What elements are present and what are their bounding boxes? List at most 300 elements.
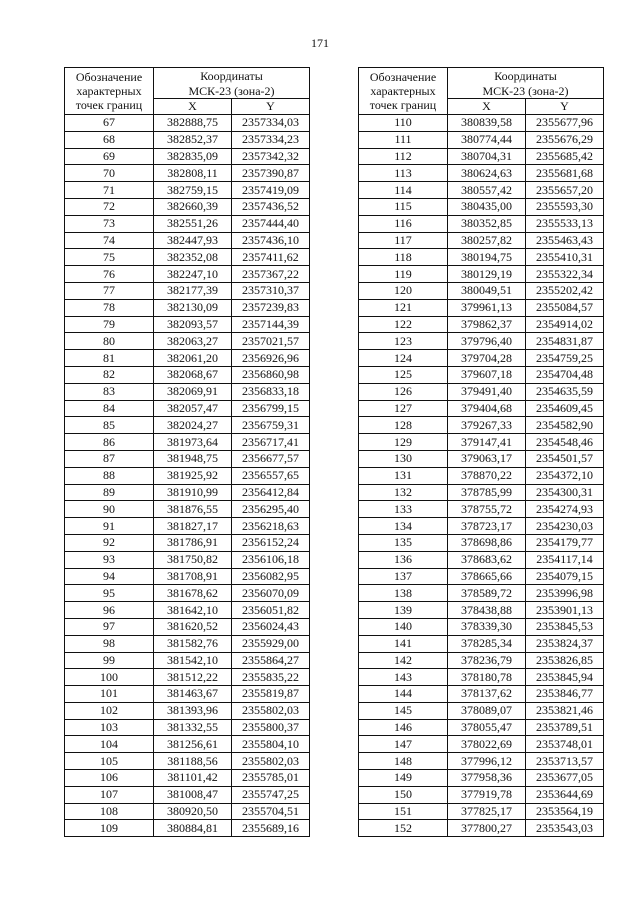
x-coordinate-cell: 381620,52 — [154, 618, 232, 635]
y-coordinate-cell: 2354179,77 — [526, 534, 604, 551]
x-coordinate-cell: 380839,58 — [448, 115, 526, 132]
table-row — [359, 333, 604, 350]
point-number-cell: 103 — [65, 719, 154, 736]
x-coordinate-cell: 381642,10 — [154, 602, 232, 619]
point-number-cell: 138 — [359, 585, 448, 602]
table-row — [65, 400, 310, 417]
point-number-cell: 107 — [65, 786, 154, 803]
y-coordinate-cell: 2356759,31 — [232, 417, 310, 434]
table-row — [359, 484, 604, 501]
point-number-cell: 119 — [359, 266, 448, 283]
point-number-cell: 87 — [65, 450, 154, 467]
point-number-cell: 72 — [65, 198, 154, 215]
x-coordinate-cell: 378755,72 — [448, 501, 526, 518]
header-x: X — [154, 99, 232, 115]
point-number-cell: 105 — [65, 753, 154, 770]
y-coordinate-cell: 2357411,62 — [232, 249, 310, 266]
point-number-cell: 141 — [359, 635, 448, 652]
page-number: 171 — [311, 36, 329, 50]
x-coordinate-cell: 381101,42 — [154, 770, 232, 787]
point-number-cell: 126 — [359, 383, 448, 400]
point-number-cell: 144 — [359, 686, 448, 703]
x-coordinate-cell: 379862,37 — [448, 316, 526, 333]
point-number-cell: 143 — [359, 669, 448, 686]
table-row — [359, 602, 604, 619]
table-row — [359, 450, 604, 467]
table-row — [65, 753, 310, 770]
point-number-cell: 86 — [65, 434, 154, 451]
y-coordinate-cell: 2356106,18 — [232, 551, 310, 568]
table-row — [359, 635, 604, 652]
x-coordinate-cell: 379404,68 — [448, 400, 526, 417]
y-coordinate-cell: 2354759,25 — [526, 350, 604, 367]
point-number-cell: 82 — [65, 366, 154, 383]
table-row — [359, 131, 604, 148]
header-coordinates — [154, 68, 310, 84]
y-coordinate-cell: 2354274,93 — [526, 501, 604, 518]
x-coordinate-cell: 378236,79 — [448, 652, 526, 669]
table-row — [359, 585, 604, 602]
x-coordinate-cell: 380194,75 — [448, 249, 526, 266]
point-number-cell: 139 — [359, 602, 448, 619]
x-coordinate-cell: 382093,57 — [154, 316, 232, 333]
point-number-cell: 70 — [65, 165, 154, 182]
x-coordinate-cell: 378870,22 — [448, 467, 526, 484]
table-row — [65, 115, 310, 132]
point-number-cell: 88 — [65, 467, 154, 484]
y-coordinate-cell: 2356152,24 — [232, 534, 310, 551]
y-coordinate-cell: 2356799,15 — [232, 400, 310, 417]
table-row — [359, 702, 604, 719]
y-coordinate-cell: 2353789,51 — [526, 719, 604, 736]
x-coordinate-cell: 381973,64 — [154, 434, 232, 451]
table-row — [359, 686, 604, 703]
x-coordinate-cell: 377996,12 — [448, 753, 526, 770]
x-coordinate-cell: 382069,91 — [154, 383, 232, 400]
point-number-cell: 135 — [359, 534, 448, 551]
y-coordinate-cell: 2357436,52 — [232, 198, 310, 215]
y-coordinate-cell: 2353564,19 — [526, 803, 604, 820]
point-number-cell: 67 — [65, 115, 154, 132]
x-coordinate-cell: 380435,00 — [448, 198, 526, 215]
x-coordinate-cell: 378438,88 — [448, 602, 526, 619]
x-coordinate-cell: 381827,17 — [154, 518, 232, 535]
y-coordinate-cell: 2355533,13 — [526, 215, 604, 232]
table-row — [65, 131, 310, 148]
point-number-cell: 84 — [65, 400, 154, 417]
point-number-cell: 145 — [359, 702, 448, 719]
point-number-cell: 114 — [359, 182, 448, 199]
table-row — [359, 249, 604, 266]
header-coordinate-system: МСК-23 (зона-2) — [154, 83, 310, 99]
table-row — [359, 568, 604, 585]
x-coordinate-cell: 378285,34 — [448, 635, 526, 652]
y-coordinate-cell: 2355747,25 — [232, 786, 310, 803]
table-row — [359, 770, 604, 787]
x-coordinate-cell: 377800,27 — [448, 820, 526, 837]
point-number-cell: 118 — [359, 249, 448, 266]
x-coordinate-cell: 381542,10 — [154, 652, 232, 669]
point-number-cell: 115 — [359, 198, 448, 215]
x-coordinate-cell: 382852,37 — [154, 131, 232, 148]
y-coordinate-cell: 2357436,10 — [232, 232, 310, 249]
point-number-cell: 94 — [65, 568, 154, 585]
point-number-cell: 92 — [65, 534, 154, 551]
y-coordinate-cell: 2356082,95 — [232, 568, 310, 585]
table-row — [359, 820, 604, 837]
x-coordinate-cell: 382177,39 — [154, 282, 232, 299]
table-row — [65, 585, 310, 602]
table-row — [359, 534, 604, 551]
point-number-cell: 109 — [65, 820, 154, 837]
table-row — [65, 350, 310, 367]
x-coordinate-cell: 380129,19 — [448, 266, 526, 283]
y-coordinate-cell: 2354704,48 — [526, 366, 604, 383]
x-coordinate-cell: 378683,62 — [448, 551, 526, 568]
y-coordinate-cell: 2354372,10 — [526, 467, 604, 484]
x-coordinate-cell: 382068,67 — [154, 366, 232, 383]
table-row — [359, 215, 604, 232]
point-number-cell: 124 — [359, 350, 448, 367]
header-designation — [65, 68, 154, 115]
y-coordinate-cell: 2357239,83 — [232, 299, 310, 316]
point-number-cell: 85 — [65, 417, 154, 434]
x-coordinate-cell: 379607,18 — [448, 366, 526, 383]
x-coordinate-cell: 382057,47 — [154, 400, 232, 417]
table-row — [65, 316, 310, 333]
x-coordinate-cell: 381463,67 — [154, 686, 232, 703]
table-row — [65, 518, 310, 535]
point-number-cell: 101 — [65, 686, 154, 703]
point-number-cell: 131 — [359, 467, 448, 484]
table-row — [65, 736, 310, 753]
y-coordinate-cell: 2355819,87 — [232, 686, 310, 703]
coordinates-table-left — [64, 67, 310, 837]
point-number-cell: 80 — [65, 333, 154, 350]
point-number-cell: 112 — [359, 148, 448, 165]
y-coordinate-cell: 2357334,23 — [232, 131, 310, 148]
y-coordinate-cell: 2354914,02 — [526, 316, 604, 333]
point-number-cell: 111 — [359, 131, 448, 148]
header-coordinates-line: Координаты — [200, 68, 263, 83]
point-number-cell: 78 — [65, 299, 154, 316]
header-coordinates-line: Координаты — [494, 68, 557, 83]
table-row — [65, 484, 310, 501]
header-y: Y — [526, 99, 604, 115]
x-coordinate-cell: 382352,08 — [154, 249, 232, 266]
y-coordinate-cell: 2353713,57 — [526, 753, 604, 770]
table-row — [65, 182, 310, 199]
table-row — [359, 400, 604, 417]
table-row — [359, 366, 604, 383]
y-coordinate-cell: 2354501,57 — [526, 450, 604, 467]
table-row — [359, 618, 604, 635]
x-coordinate-cell: 378137,62 — [448, 686, 526, 703]
table-row — [65, 820, 310, 837]
y-coordinate-cell: 2354831,87 — [526, 333, 604, 350]
point-number-cell: 90 — [65, 501, 154, 518]
y-coordinate-cell: 2356051,82 — [232, 602, 310, 619]
y-coordinate-cell: 2353677,05 — [526, 770, 604, 787]
header-coordinate-system: МСК-23 (зона-2) — [448, 83, 604, 99]
table-row — [359, 182, 604, 199]
x-coordinate-cell: 380884,81 — [154, 820, 232, 837]
table-row — [65, 551, 310, 568]
y-coordinate-cell: 2354582,90 — [526, 417, 604, 434]
y-coordinate-cell: 2355929,00 — [232, 635, 310, 652]
x-coordinate-cell: 378339,30 — [448, 618, 526, 635]
y-coordinate-cell: 2356295,40 — [232, 501, 310, 518]
y-coordinate-cell: 2355657,20 — [526, 182, 604, 199]
header-designation-line: Обозначение — [369, 70, 437, 84]
table-row — [65, 366, 310, 383]
x-coordinate-cell: 379491,40 — [448, 383, 526, 400]
point-number-cell: 149 — [359, 770, 448, 787]
point-number-cell: 123 — [359, 333, 448, 350]
point-number-cell: 150 — [359, 786, 448, 803]
header-designation-line: характерных — [370, 84, 436, 98]
x-coordinate-cell: 381512,22 — [154, 669, 232, 686]
point-number-cell: 110 — [359, 115, 448, 132]
x-coordinate-cell: 381910,99 — [154, 484, 232, 501]
point-number-cell: 93 — [65, 551, 154, 568]
x-coordinate-cell: 379147,41 — [448, 434, 526, 451]
table-row — [65, 198, 310, 215]
table-row — [65, 702, 310, 719]
table-row — [359, 266, 604, 283]
point-number-cell: 128 — [359, 417, 448, 434]
table-row — [359, 165, 604, 182]
y-coordinate-cell: 2354548,46 — [526, 434, 604, 451]
point-number-cell: 83 — [65, 383, 154, 400]
table-row — [65, 232, 310, 249]
x-coordinate-cell: 382024,27 — [154, 417, 232, 434]
x-coordinate-cell: 380624,63 — [448, 165, 526, 182]
x-coordinate-cell: 380049,51 — [448, 282, 526, 299]
table-row — [65, 299, 310, 316]
x-coordinate-cell: 379704,28 — [448, 350, 526, 367]
y-coordinate-cell: 2353996,98 — [526, 585, 604, 602]
x-coordinate-cell: 382247,10 — [154, 266, 232, 283]
x-coordinate-cell: 377958,36 — [448, 770, 526, 787]
y-coordinate-cell: 2355593,30 — [526, 198, 604, 215]
y-coordinate-cell: 2355084,57 — [526, 299, 604, 316]
table-row — [65, 417, 310, 434]
point-number-cell: 125 — [359, 366, 448, 383]
point-number-cell: 73 — [65, 215, 154, 232]
header-designation-line: точек границ — [369, 98, 437, 112]
y-coordinate-cell: 2356860,98 — [232, 366, 310, 383]
x-coordinate-cell: 380257,82 — [448, 232, 526, 249]
table-row — [359, 652, 604, 669]
y-coordinate-cell: 2353821,46 — [526, 702, 604, 719]
x-coordinate-cell: 382660,39 — [154, 198, 232, 215]
y-coordinate-cell: 2355704,51 — [232, 803, 310, 820]
table-row — [359, 198, 604, 215]
table-row — [65, 770, 310, 787]
point-number-cell: 122 — [359, 316, 448, 333]
y-coordinate-cell: 2355802,03 — [232, 753, 310, 770]
y-coordinate-cell: 2353826,85 — [526, 652, 604, 669]
x-coordinate-cell: 381750,82 — [154, 551, 232, 568]
table-row — [65, 501, 310, 518]
y-coordinate-cell: 2354230,03 — [526, 518, 604, 535]
x-coordinate-cell: 381393,96 — [154, 702, 232, 719]
x-coordinate-cell: 379796,40 — [448, 333, 526, 350]
y-coordinate-cell: 2356926,96 — [232, 350, 310, 367]
x-coordinate-cell: 378055,47 — [448, 719, 526, 736]
table-row — [359, 115, 604, 132]
table-row — [359, 232, 604, 249]
table-row — [65, 215, 310, 232]
table-row — [65, 803, 310, 820]
table-row — [65, 266, 310, 283]
x-coordinate-cell: 380774,44 — [448, 131, 526, 148]
x-coordinate-cell: 382551,26 — [154, 215, 232, 232]
point-number-cell: 95 — [65, 585, 154, 602]
table-row — [359, 350, 604, 367]
table-row — [359, 383, 604, 400]
table-row — [65, 602, 310, 619]
y-coordinate-cell: 2354635,59 — [526, 383, 604, 400]
point-number-cell: 127 — [359, 400, 448, 417]
y-coordinate-cell: 2357310,37 — [232, 282, 310, 299]
y-coordinate-cell: 2357367,22 — [232, 266, 310, 283]
point-number-cell: 152 — [359, 820, 448, 837]
header-designation-line: Обозначение — [75, 70, 143, 84]
table-row — [359, 736, 604, 753]
table-row — [65, 719, 310, 736]
point-number-cell: 91 — [65, 518, 154, 535]
x-coordinate-cell: 381925,92 — [154, 467, 232, 484]
y-coordinate-cell: 2354079,15 — [526, 568, 604, 585]
y-coordinate-cell: 2353824,37 — [526, 635, 604, 652]
point-number-cell: 120 — [359, 282, 448, 299]
table-row — [359, 434, 604, 451]
point-number-cell: 106 — [65, 770, 154, 787]
y-coordinate-cell: 2356024,43 — [232, 618, 310, 635]
x-coordinate-cell: 378723,17 — [448, 518, 526, 535]
table-row — [65, 434, 310, 451]
x-coordinate-cell: 378698,86 — [448, 534, 526, 551]
x-coordinate-cell: 381582,76 — [154, 635, 232, 652]
y-coordinate-cell: 2354117,14 — [526, 551, 604, 568]
y-coordinate-cell: 2355681,68 — [526, 165, 604, 182]
x-coordinate-cell: 381256,61 — [154, 736, 232, 753]
table-row — [359, 803, 604, 820]
table-row — [359, 518, 604, 535]
table-body-right — [359, 115, 604, 837]
x-coordinate-cell: 382063,27 — [154, 333, 232, 350]
point-number-cell: 136 — [359, 551, 448, 568]
x-coordinate-cell: 378665,66 — [448, 568, 526, 585]
x-coordinate-cell: 382888,75 — [154, 115, 232, 132]
x-coordinate-cell: 380920,50 — [154, 803, 232, 820]
x-coordinate-cell: 381948,75 — [154, 450, 232, 467]
y-coordinate-cell: 2357021,57 — [232, 333, 310, 350]
point-number-cell: 129 — [359, 434, 448, 451]
x-coordinate-cell: 379961,13 — [448, 299, 526, 316]
x-coordinate-cell: 381008,47 — [154, 786, 232, 803]
point-number-cell: 108 — [65, 803, 154, 820]
y-coordinate-cell: 2356218,63 — [232, 518, 310, 535]
x-coordinate-cell: 379063,17 — [448, 450, 526, 467]
point-number-cell: 76 — [65, 266, 154, 283]
y-coordinate-cell: 2353644,69 — [526, 786, 604, 803]
point-number-cell: 89 — [65, 484, 154, 501]
y-coordinate-cell: 2355864,27 — [232, 652, 310, 669]
table-row — [359, 753, 604, 770]
table-row — [65, 282, 310, 299]
point-number-cell: 148 — [359, 753, 448, 770]
point-number-cell: 71 — [65, 182, 154, 199]
y-coordinate-cell: 2355676,29 — [526, 131, 604, 148]
y-coordinate-cell: 2357342,32 — [232, 148, 310, 165]
table-row — [65, 148, 310, 165]
y-coordinate-cell: 2353845,94 — [526, 669, 604, 686]
table-row — [65, 467, 310, 484]
point-number-cell: 121 — [359, 299, 448, 316]
point-number-cell: 146 — [359, 719, 448, 736]
point-number-cell: 142 — [359, 652, 448, 669]
x-coordinate-cell: 381188,56 — [154, 753, 232, 770]
point-number-cell: 102 — [65, 702, 154, 719]
y-coordinate-cell: 2354609,45 — [526, 400, 604, 417]
table-row — [359, 719, 604, 736]
header-designation — [359, 68, 448, 115]
point-number-cell: 100 — [65, 669, 154, 686]
point-number-cell: 117 — [359, 232, 448, 249]
y-coordinate-cell: 2356833,18 — [232, 383, 310, 400]
y-coordinate-cell: 2355685,42 — [526, 148, 604, 165]
x-coordinate-cell: 382835,09 — [154, 148, 232, 165]
table-row — [65, 686, 310, 703]
y-coordinate-cell: 2357144,39 — [232, 316, 310, 333]
x-coordinate-cell: 380557,42 — [448, 182, 526, 199]
point-number-cell: 79 — [65, 316, 154, 333]
y-coordinate-cell: 2357334,03 — [232, 115, 310, 132]
point-number-cell: 98 — [65, 635, 154, 652]
table-row — [359, 316, 604, 333]
table-row — [65, 669, 310, 686]
x-coordinate-cell: 382447,93 — [154, 232, 232, 249]
coordinates-table-right — [358, 67, 604, 837]
y-coordinate-cell: 2357419,09 — [232, 182, 310, 199]
table-row — [359, 148, 604, 165]
table-row — [359, 282, 604, 299]
header-coordinates — [448, 68, 604, 84]
point-number-cell: 104 — [65, 736, 154, 753]
table-row — [65, 450, 310, 467]
table-row — [65, 534, 310, 551]
y-coordinate-cell: 2353846,77 — [526, 686, 604, 703]
x-coordinate-cell: 379267,33 — [448, 417, 526, 434]
y-coordinate-cell: 2357444,40 — [232, 215, 310, 232]
point-number-cell: 77 — [65, 282, 154, 299]
y-coordinate-cell: 2353845,53 — [526, 618, 604, 635]
y-coordinate-cell: 2356557,65 — [232, 467, 310, 484]
x-coordinate-cell: 381678,62 — [154, 585, 232, 602]
x-coordinate-cell: 377825,17 — [448, 803, 526, 820]
table-row — [65, 249, 310, 266]
table-row — [65, 786, 310, 803]
y-coordinate-cell: 2355202,42 — [526, 282, 604, 299]
table-row — [65, 165, 310, 182]
point-number-cell: 96 — [65, 602, 154, 619]
x-coordinate-cell: 381708,91 — [154, 568, 232, 585]
table-row — [359, 467, 604, 484]
x-coordinate-cell: 382808,11 — [154, 165, 232, 182]
